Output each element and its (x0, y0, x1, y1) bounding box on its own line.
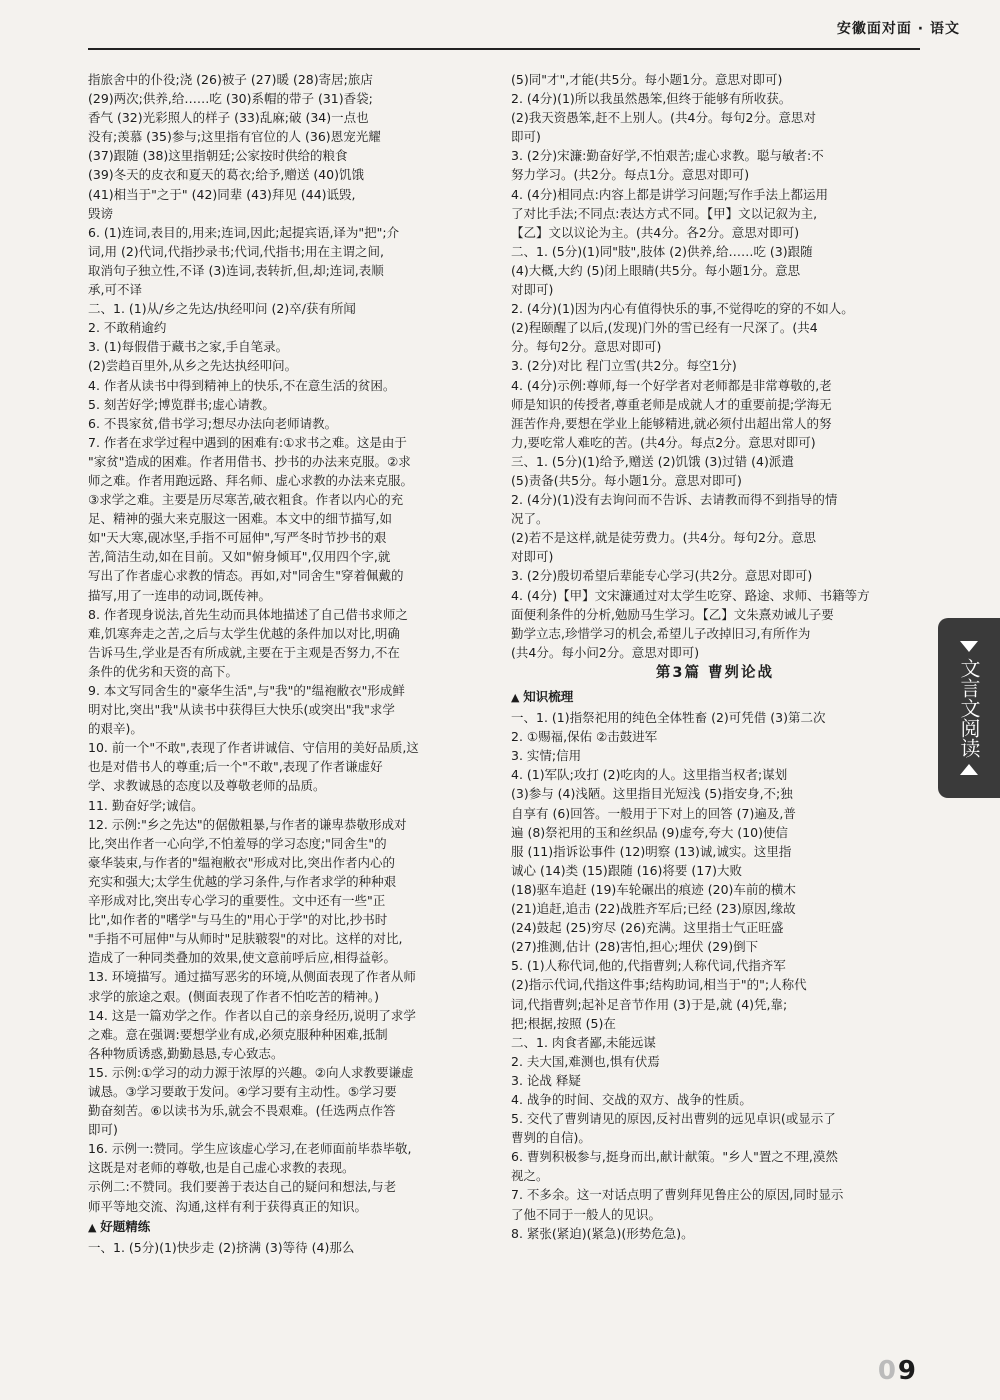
answer-line: 9. 本文写同舍生的"豪华生活",与"我"的"缊袍敝衣"形成鲜 (88, 683, 405, 698)
answer-line: "手指不可屈伸"与从师时"足肤皲裂"的对比。这样的对比, (88, 931, 403, 947)
answer-line: 难,饥寒奔走之苦,之后与太学生优越的条件加以对比,明确 (88, 625, 400, 641)
answer-line: 10. 前一个"不敢",表现了作者讲诚信、守信用的美好品质,这 (88, 740, 419, 756)
answer-line: 辛形成对比,突出专心学习的重要性。文中还有一些"正 (88, 893, 386, 909)
answer-line: 求学的旅途之艰。(侧面表现了作者不怕吃苦的精神。) (88, 988, 380, 1004)
answer-line: 力,要吃常人难吃的苦。(共4分。每点2分。意思对即可) (511, 434, 816, 450)
answer-line: 如"天大寒,砚冰坚,手指不可屈伸",写严冬时节抄书的艰 (88, 530, 387, 546)
page-header (360, 8, 960, 48)
answer-line: 示例二:不赞同。我们要善于表达自己的疑问和想法,与老 (88, 1179, 397, 1195)
answer-line: 5. 刻苦好学;博览群书;虚心请教。 (88, 396, 275, 412)
answer-line: (21)追赶,追击 (22)战胜齐军后;已经 (23)原因,缘故 (511, 901, 796, 917)
answer-line: 诚心 (14)类 (15)跟随 (16)将要 (17)大败 (511, 862, 743, 878)
answer-line: (39)冬天的皮衣和夏天的葛衣;给予,赠送 (40)饥饿 (88, 167, 364, 183)
answer-line: 16. 示例一:赞同。学生应该虚心学习,在老师面前毕恭毕敬, (88, 1141, 412, 1157)
answer-line: 况了。 (511, 511, 549, 527)
answer-line: 词,代指曹刿;起补足音节作用 (3)于是,就 (4)凭,靠; (511, 996, 788, 1012)
side-tab (938, 618, 1000, 798)
answer-line: 【乙】文以议论为主。(共4分。各2分。意思对即可) (511, 224, 800, 240)
answer-line: 三、1. (5分)(1)给予,赠送 (2)饥饿 (3)过错 (4)派遣 (511, 453, 794, 469)
answer-line: 豪华装束,与作者的"缊袍敝衣"形成对比,突出作者内心的 (88, 854, 395, 870)
answer-line: 2. (4分)(1)没有去询问而不告诉、去请教而得不到指导的情 (511, 492, 838, 508)
answer-line: 告诉马生,学业是否有所成就,主要在于主观是否努力,不在 (88, 644, 400, 660)
answer-line: (5)责备(共5分。每小题1分。意思对即可) (511, 472, 742, 488)
answer-line: (2)若不是这样,就是徒劳费力。(共4分。每句2分。意思 (511, 530, 816, 546)
answer-line: 服 (11)指诉讼事件 (12)明察 (13)诚,诚实。这里指 (511, 843, 792, 859)
answer-line: 2. (4分)(1)因为内心有值得快乐的事,不觉得吃的穿的不如人。 (511, 301, 854, 317)
answer-line: 香气 (32)光彩照人的样子 (33)乱麻;破 (34)一点也 (88, 110, 369, 126)
answer-line: 2. 夫大国,难测也,惧有伏焉 (511, 1053, 660, 1069)
answer-line: 二、1. (1)从/乡之先达/执经叩问 (2)卒/获有所闻 (88, 301, 356, 317)
answer-line: 条件的优劣和天资的高下。 (88, 663, 239, 679)
answer-line: 11. 勤奋好学;诚信。 (88, 797, 204, 813)
answer-line: 一、1. (1)指祭祀用的纯色全体牲畜 (2)可凭借 (3)第二次 (511, 710, 826, 726)
answer-line: 3. 实情;信用 (511, 748, 582, 764)
answer-line: (2)尝趋百里外,从乡之先达执经叩问。 (88, 358, 298, 374)
answer-line: (29)两次;供养,给……吃 (30)系帽的带子 (31)香袋; (88, 91, 373, 107)
answer-line: 自享有 (6)回答。一般用于下对上的回答 (7)遍及,普 (511, 805, 796, 821)
answer-line: 二、1. (5分)(1)同"肢",肢体 (2)供养,给……吃 (3)跟随 (511, 243, 813, 259)
answer-line: 这既是对老师的尊敬,也是自己虚心求教的表现。 (88, 1160, 355, 1176)
answer-line: 承,可不译 (88, 282, 142, 298)
answer-line: 把;根据,按照 (5)在 (511, 1015, 616, 1031)
triangle-up-icon (960, 764, 978, 775)
answer-line: 学、求教诚恳的态度以及尊敬老师的品质。 (88, 778, 326, 794)
answer-line: 努力学习。(共2分。每点1分。意思对即可) (511, 167, 750, 183)
answer-line: 4. 战争的时间、交战的双方、战争的性质。 (511, 1091, 752, 1107)
side-tab-label: 文言文阅读 (957, 658, 981, 758)
answer-line: 4. (1)军队;攻打 (2)吃肉的人。这里指当权者;谋划 (511, 767, 788, 783)
answer-line: 5. (1)人称代词,他的,代指曹刿;人称代词,代指齐军 (511, 958, 786, 974)
answer-line: (37)跟随 (38)这里指朝廷;公家按时供给的粮食 (88, 148, 348, 164)
answer-line: (18)驱车追赶 (19)车轮碾出的痕迹 (20)车前的横木 (511, 881, 796, 897)
answer-line: 5. 交代了曹刿请见的原因,反衬出曹刿的远见卓识(或显示了 (511, 1111, 836, 1127)
answer-line: (27)推测,估计 (28)害怕,担心;埋伏 (29)倒下 (511, 939, 759, 955)
answer-line: 6. 曹刿积极参与,挺身而出,献计献策。"乡人"置之不理,漠然 (511, 1149, 838, 1165)
left-column (88, 70, 493, 1257)
answer-line: 比,突出作者一心向学,不怕羞辱的学习态度;"同舍生"的 (88, 835, 387, 851)
answer-line: 了他不同于一般人的见识。 (511, 1206, 662, 1222)
answer-line: 7. 作者在求学过程中遇到的困难有:①求书之难。这是由于 (88, 434, 407, 450)
answer-line: 师是知识的传授者,尊重老师是成就人才的重要前提;学海无 (511, 396, 832, 412)
answer-line: 涯苦作舟,要想在学业上能够精进,就必须付出超出常人的努 (511, 415, 832, 431)
answer-line: 3. (2分)宋濂:勤奋好学,不怕艰苦;虚心求教。聪与敏者:不 (511, 148, 824, 164)
answer-line: 4. 作者从读书中得到精神上的快乐,不在意生活的贫困。 (88, 377, 396, 393)
header-title: 安徽面对面 · 语文 (836, 21, 960, 37)
answer-line: 即可) (88, 1122, 118, 1138)
answer-line: 视之。 (511, 1168, 549, 1184)
answer-line: ③求学之难。主要是历尽寒苦,破衣粗食。作者以内心的充 (88, 492, 404, 508)
answer-line: 苦,简洁生动,如在目前。又如"俯身倾耳",仅用四个字,就 (88, 549, 391, 565)
answer-line: 对即可) (511, 549, 554, 565)
answer-line: 毁谤 (88, 205, 114, 221)
answer-line: 充实和强大;太学生优越的学习条件,与作者求学的种种艰 (88, 873, 397, 889)
answer-line: (5)同"才",才能(共5分。每小题1分。意思对即可) (511, 72, 783, 87)
page-number: 09 (877, 1356, 916, 1386)
answer-line: 师平等地交流、沟通,这样有利于获得真正的知识。 (88, 1198, 367, 1214)
answer-line: 指旅舍中的仆役;浇 (26)被子 (27)暖 (28)寄居;旅店 (88, 72, 373, 87)
answer-line: 勤学立志,珍惜学习的机会,希望儿子改掉旧习,有所作为 (511, 625, 811, 641)
answer-line: 一、1. (5分)(1)快步走 (2)挤满 (3)等待 (4)那么 (88, 1239, 355, 1255)
answer-line: 4. (4分)相同点:内容上都是讲学习问题;写作手法上都运用 (511, 186, 829, 202)
answer-line: 二、1. 肉食者鄙,未能远谋 (511, 1034, 656, 1050)
answer-line: 即可) (511, 129, 541, 145)
answer-line: 3. 论战 释疑 (511, 1072, 581, 1088)
answer-line: 12. 示例:"乡之先达"的倨傲粗暴,与作者的谦卑恭敬形成对 (88, 816, 407, 832)
answer-line: (41)相当于"之于" (42)同辈 (43)拜见 (44)诋毁, (88, 186, 356, 202)
answer-line: 6. (1)连词,表目的,用来;连词,因此;起提宾语,译为"把";介 (88, 224, 400, 240)
right-column (511, 70, 919, 1243)
answer-line: 13. 环境描写。通过描写恶劣的环境,从侧面表现了作者从师 (88, 969, 416, 985)
answer-line: 6. 不畏家贫,借书学习;想尽办法向老师请教。 (88, 415, 338, 431)
answer-line: 描写,用了一连串的动词,既传神。 (88, 587, 271, 603)
answer-line: 2. ①赐福,保佑 ②击鼓进军 (511, 729, 658, 745)
answer-line: 分。每句2分。意思对即可) (511, 339, 662, 355)
answer-line: 造成了一种同类叠加的效果,使文意前呼后应,相得益彰。 (88, 950, 396, 966)
answer-line: 对即可) (511, 282, 554, 298)
answer-line: 曹刿的自信)。 (511, 1130, 591, 1146)
answer-line: (共4分。每小问2分。意思对即可) (511, 644, 700, 660)
chapter-title: 第3篇 曹刿论战 (655, 664, 775, 681)
section-heading-practice: ▲ 好题精练 (88, 1217, 493, 1237)
answer-line: 勤奋刻苦。⑥以读书为乐,就会不畏艰难。(任选两点作答 (88, 1103, 396, 1119)
header-rule (88, 48, 920, 50)
answer-line: 诚恳。③学习要敢于发问。④学习要有主动性。⑤学习要 (88, 1083, 397, 1099)
answer-line: 8. 作者现身说法,首先生动而具体地描述了自己借书求师之 (88, 606, 408, 622)
answer-line: 取消句子独立性,不译 (3)连词,表转折,但,却;连词,表顺 (88, 262, 384, 278)
answer-line: 师之难。作者用跑远路、拜名师、虚心求教的办法来克服。 (88, 472, 414, 488)
answer-line: (2)我天资愚笨,赶不上别人。(共4分。每句2分。意思对 (511, 110, 816, 126)
answer-line: 了对比手法;不同点:表达方式不同。【甲】文以记叙为主, (511, 205, 818, 221)
triangle-down-icon (960, 641, 978, 652)
answer-line: 词,用 (2)代词,代指抄录书;代词,代指书;用在主谓之间, (88, 243, 384, 259)
answer-line: "家贫"造成的困难。作者用借书、抄书的办法来克服。②求 (88, 453, 411, 469)
answer-line: (2)程颐醒了以后,(发现)门外的雪已经有一尺深了。(共4 (511, 320, 818, 336)
answer-line: 4. (4分)示例:尊师,每一个好学者对老师都是非常尊敬的,老 (511, 377, 832, 393)
answer-line: 3. (2分)殷切希望后辈能专心学习(共2分。意思对即可) (511, 568, 813, 584)
answer-line: (24)鼓起 (25)穷尽 (26)充满。这里指士气正旺盛 (511, 920, 784, 936)
answer-line: 写出了作者虚心求教的情态。再如,对"同舍生"穿着佩戴的 (88, 568, 404, 584)
answer-line: 2. (4分)(1)所以我虽然愚笨,但终于能够有所收获。 (511, 91, 792, 107)
answer-line: 遍 (8)祭祀用的玉和丝织品 (9)虚夸,夸大 (10)使信 (511, 824, 788, 840)
answer-line: (4)大概,大约 (5)闭上眼睛(共5分。每小题1分。意思 (511, 262, 801, 278)
answer-line: 3. (2分)对比 程门立雪(共2分。每空1分) (511, 358, 737, 374)
answer-line: 的艰辛)。 (88, 721, 143, 737)
answer-line: 3. (1)每假借于藏书之家,手自笔录。 (88, 339, 289, 355)
answer-line: 8. 紧张(紧迫)(紧急)(形势危急)。 (511, 1225, 694, 1241)
section-heading-knowledge: ▲ 知识梳理 (511, 687, 919, 707)
answer-line: 也是对借书人的尊重;后一个"不敢",表现了作者谦虚好 (88, 759, 383, 775)
answer-line: 4. (4分)【甲】文宋濂通过对太学生吃穿、路途、求师、书籍等方 (511, 587, 870, 603)
answer-line: 面便利条件的分析,勉励马生学习。【乙】文朱熹劝诫儿子要 (511, 606, 834, 622)
answer-line: 14. 这是一篇劝学之作。作者以自己的亲身经历,说明了求学 (88, 1007, 416, 1023)
answer-line: 没有;羡慕 (35)参与;这里指有官位的人 (36)恩宠光耀 (88, 129, 381, 145)
answer-line: 之难。意在强调:要想学业有成,必须克服种种困难,抵制 (88, 1026, 388, 1042)
answer-line: 明对比,突出"我"从读书中获得巨大快乐(或突出"我"求学 (88, 702, 395, 718)
answer-line: 各种物质诱惑,勤勤恳恳,专心致志。 (88, 1045, 284, 1061)
answer-line: 7. 不多余。这一对话点明了曹刿拜见鲁庄公的原因,同时显示 (511, 1187, 844, 1203)
answer-line: (3)参与 (4)浅陋。这里指目光短浅 (5)指安身,不;独 (511, 786, 793, 802)
answer-line: 足、精神的强大来克服这一困难。本文中的细节描写,如 (88, 511, 392, 527)
answer-line: (2)指示代词,代指这件事;结构助词,相当于"的";人称代 (511, 977, 807, 993)
answer-line: 比",如作者的"嗜学"与马生的"用心于学"的对比,抄书时 (88, 912, 388, 928)
answer-line: 2. 不敢稍逾约 (88, 320, 167, 336)
answer-line: 15. 示例:①学习的动力源于浓厚的兴趣。②向人求教要谦虚 (88, 1064, 414, 1080)
